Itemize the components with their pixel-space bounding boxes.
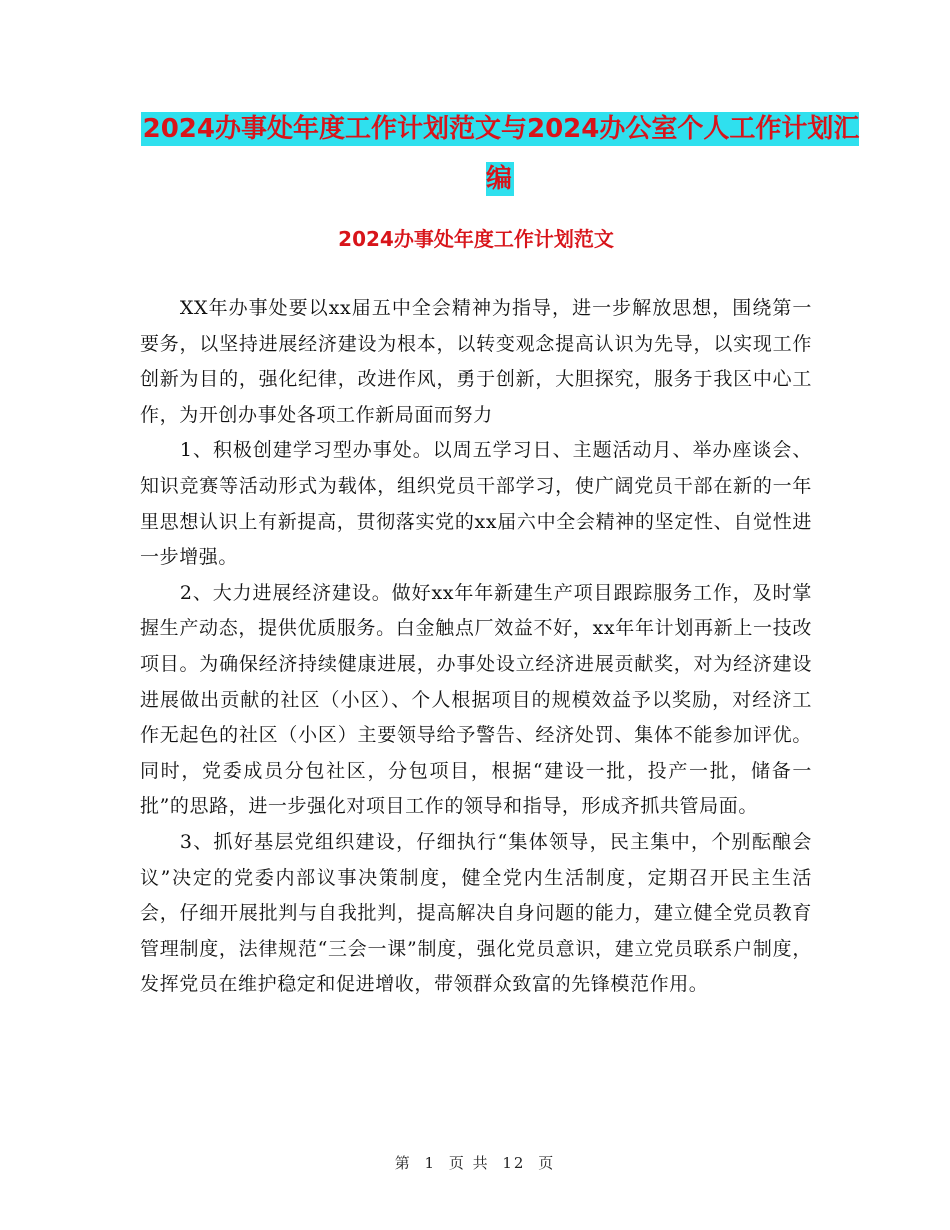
- footer-total-pages: 12: [502, 1154, 526, 1172]
- footer-prefix: 第: [394, 1154, 412, 1172]
- document-title-text: 2024办事处年度工作计划范文与2024办公室个人工作计划汇编: [142, 114, 860, 194]
- page-footer: [0, 1152, 950, 1173]
- document-title: [140, 104, 860, 204]
- footer-suffix: 页: [538, 1154, 556, 1172]
- paragraph-item-3: 3、抓好基层党组织建设，仔细执行“集体领导，民主集中，个别酝酿会议”决定的党委内部议事决策制度，健全党内生活制度，定期召开民主生活会，仔细开展批判与自我批判，提高解决自身问题的能力，建立健全党员教育管理制度，法律规范“三会一课”制度，强化党员意识，建立党员联系户制度，发挥党员在维护稳定和促进增收，带领群众致富的先锋模范作用。: [140, 830, 812, 996]
- paragraph-item-1: 1、积极创建学习型办事处。以周五学习日、主题活动月、举办座谈会、知识竞赛等活动形式为载体，组织党员干部学习，使广阔党员干部在新的一年里思想认识上有新提高，贯彻落实党的xx届六中全会精神的坚定性、自觉性进一步增强。: [140, 439, 812, 569]
- section-title: 2024办事处年度工作计划范文: [338, 227, 614, 251]
- paragraph-intro: XX年办事处要以xx届五中全会精神为指导，进一步解放思想，围绕第一要务，以坚持进展经济建设为根本，以转变观念提高认识为先导，以实现工作创新为目的，强化纪律，改进作风，勇于创新，大胆探究，服务于我区中心工作，为开创办事处各项工作新局面而努力: [140, 297, 812, 426]
- footer-current-page: 1: [424, 1154, 437, 1172]
- document-body: [140, 291, 812, 1003]
- footer-middle: 页 共: [448, 1154, 490, 1172]
- paragraph-item-2: 2、大力进展经济建设。做好xx年年新建生产项目跟踪服务工作，及时掌握生产动态，提供优质服务。白金触点厂效益不好，xx年年计划再新上一技改项目。为确保经济持续健康进展，办事处设立经济进展贡献奖，对为经济建设进展做出贡献的社区（小区）、个人根据项目的规模效益予以奖励，对经济工作无起色的社区（小区）主要领导给予警告、经济处罚、集体不能参加评优。同时，党委成员分包社区，分包项目，根据“建设一批，投产一批，储备一批”的思路，进一步强化对项目工作的领导和指导，形成齐抓共管局面。: [140, 581, 812, 818]
